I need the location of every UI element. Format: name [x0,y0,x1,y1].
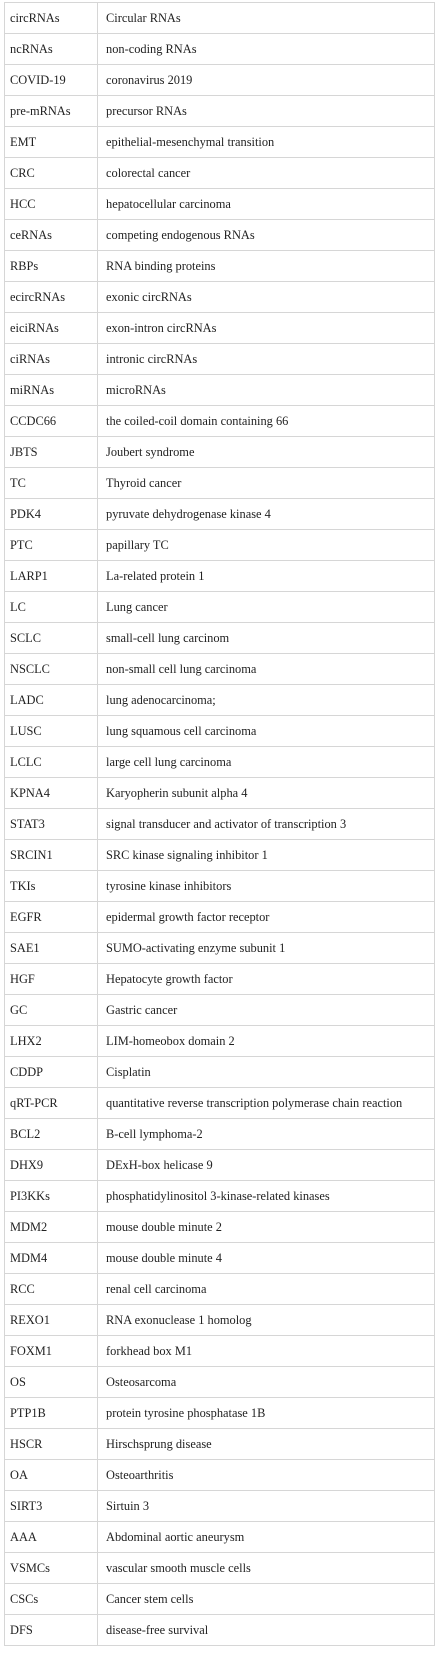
abbreviation-cell: STAT3 [5,809,98,840]
abbreviation-cell: ecircRNAs [5,282,98,313]
table-row [5,3,435,34]
definition-cell: LIM-homeobox domain 2 [98,1026,435,1057]
definition-cell: disease-free survival [98,1615,435,1646]
table-row [5,499,435,530]
abbreviation-cell: EMT [5,127,98,158]
table-row [5,716,435,747]
definition-cell: renal cell carcinoma [98,1274,435,1305]
definition-cell: lung squamous cell carcinoma [98,716,435,747]
definition-cell: Gastric cancer [98,995,435,1026]
table-row [5,220,435,251]
abbreviation-cell: pre-mRNAs [5,96,98,127]
abbreviation-cell: BCL2 [5,1119,98,1150]
table-row [5,1181,435,1212]
definition-cell: Karyopherin subunit alpha 4 [98,778,435,809]
definition-cell: B-cell lymphoma-2 [98,1119,435,1150]
table-row [5,1553,435,1584]
definition-cell: papillary TC [98,530,435,561]
definition-cell: Osteoarthritis [98,1460,435,1491]
table-row [5,468,435,499]
abbreviation-cell: ncRNAs [5,34,98,65]
abbreviation-cell: REXO1 [5,1305,98,1336]
abbreviation-cell: OS [5,1367,98,1398]
table-row [5,1026,435,1057]
abbreviation-cell: PDK4 [5,499,98,530]
table-row [5,685,435,716]
abbreviation-cell: JBTS [5,437,98,468]
definition-cell: precursor RNAs [98,96,435,127]
table-row [5,530,435,561]
definition-cell: colorectal cancer [98,158,435,189]
definition-cell: phosphatidylinositol 3-kinase-related kinases [98,1181,435,1212]
table-row [5,1150,435,1181]
abbreviation-cell: FOXM1 [5,1336,98,1367]
abbreviation-cell: TC [5,468,98,499]
table-row [5,840,435,871]
definition-cell: Lung cancer [98,592,435,623]
abbreviation-cell: qRT-PCR [5,1088,98,1119]
table-row [5,1615,435,1646]
table-row [5,1243,435,1274]
definition-cell: Sirtuin 3 [98,1491,435,1522]
definition-cell: coronavirus 2019 [98,65,435,96]
table-row [5,1429,435,1460]
definition-cell: Hepatocyte growth factor [98,964,435,995]
table-row [5,375,435,406]
abbreviation-cell: EGFR [5,902,98,933]
table-row [5,65,435,96]
abbreviation-cell: NSCLC [5,654,98,685]
abbreviation-cell: AAA [5,1522,98,1553]
table-row [5,313,435,344]
abbreviation-cell: COVID-19 [5,65,98,96]
table-row [5,406,435,437]
table-row [5,778,435,809]
table-row [5,1398,435,1429]
abbreviation-cell: SCLC [5,623,98,654]
abbreviation-cell: TKIs [5,871,98,902]
table-row [5,809,435,840]
definition-cell: small-cell lung carcinom [98,623,435,654]
abbreviation-table [4,2,435,1646]
definition-cell: epidermal growth factor receptor [98,902,435,933]
abbreviation-cell: miRNAs [5,375,98,406]
table-row [5,437,435,468]
definition-cell: Joubert syndrome [98,437,435,468]
abbreviation-cell: RCC [5,1274,98,1305]
definition-cell: non-coding RNAs [98,34,435,65]
definition-cell: non-small cell lung carcinoma [98,654,435,685]
abbreviation-cell: ciRNAs [5,344,98,375]
abbreviation-cell: RBPs [5,251,98,282]
definition-cell: Thyroid cancer [98,468,435,499]
abbreviation-cell: HCC [5,189,98,220]
table-row [5,1119,435,1150]
abbreviation-cell: SAE1 [5,933,98,964]
table-row [5,189,435,220]
table-row [5,1057,435,1088]
definition-cell: Hirschsprung disease [98,1429,435,1460]
table-row [5,1305,435,1336]
definition-cell: RNA binding proteins [98,251,435,282]
table-row [5,158,435,189]
definition-cell: vascular smooth muscle cells [98,1553,435,1584]
table-row [5,1491,435,1522]
definition-cell: Cancer stem cells [98,1584,435,1615]
abbreviation-cell: LUSC [5,716,98,747]
abbreviation-cell: eiciRNAs [5,313,98,344]
table-row [5,592,435,623]
definition-cell: mouse double minute 4 [98,1243,435,1274]
abbreviation-cell: SIRT3 [5,1491,98,1522]
definition-cell: epithelial-mesenchymal transition [98,127,435,158]
abbreviation-cell: CCDC66 [5,406,98,437]
definition-cell: microRNAs [98,375,435,406]
table-row [5,251,435,282]
definition-cell: protein tyrosine phosphatase 1B [98,1398,435,1429]
table-row [5,561,435,592]
definition-cell: SRC kinase signaling inhibitor 1 [98,840,435,871]
definition-cell: DExH-box helicase 9 [98,1150,435,1181]
abbreviation-cell: PTC [5,530,98,561]
table-row [5,127,435,158]
table-row [5,747,435,778]
abbreviation-cell: ceRNAs [5,220,98,251]
definition-cell: hepatocellular carcinoma [98,189,435,220]
abbreviation-cell: PTP1B [5,1398,98,1429]
abbreviation-cell: KPNA4 [5,778,98,809]
abbreviation-cell: OA [5,1460,98,1491]
definition-cell: Cisplatin [98,1057,435,1088]
table-row [5,654,435,685]
table-row [5,933,435,964]
abbreviation-cell: circRNAs [5,3,98,34]
abbreviation-cell: LADC [5,685,98,716]
abbreviation-cell: LHX2 [5,1026,98,1057]
definition-cell: forkhead box M1 [98,1336,435,1367]
abbreviation-cell: CRC [5,158,98,189]
table-row [5,34,435,65]
table-row [5,282,435,313]
table-row [5,1584,435,1615]
abbreviation-cell: HGF [5,964,98,995]
definition-cell: pyruvate dehydrogenase kinase 4 [98,499,435,530]
definition-cell: large cell lung carcinoma [98,747,435,778]
definition-cell: the coiled-coil domain containing 66 [98,406,435,437]
table-row [5,964,435,995]
definition-cell: SUMO-activating enzyme subunit 1 [98,933,435,964]
abbreviation-cell: PI3KKs [5,1181,98,1212]
definition-cell: quantitative reverse transcription polymerase chain reaction [98,1088,435,1119]
definition-cell: Osteosarcoma [98,1367,435,1398]
table-row [5,1367,435,1398]
abbreviation-cell: GC [5,995,98,1026]
table-row [5,1212,435,1243]
table-row [5,995,435,1026]
abbreviation-cell: DFS [5,1615,98,1646]
abbreviation-cell: SRCIN1 [5,840,98,871]
definition-cell: signal transducer and activator of transcription 3 [98,809,435,840]
table-row [5,1088,435,1119]
definition-cell: exon-intron circRNAs [98,313,435,344]
table-row [5,1522,435,1553]
table-row [5,1336,435,1367]
abbreviation-cell: CDDP [5,1057,98,1088]
abbreviation-cell: CSCs [5,1584,98,1615]
abbreviation-cell: MDM4 [5,1243,98,1274]
table-row [5,1274,435,1305]
table-row [5,96,435,127]
table-row [5,344,435,375]
abbreviation-cell: LCLC [5,747,98,778]
definition-cell: mouse double minute 2 [98,1212,435,1243]
table-row [5,871,435,902]
abbreviation-cell: VSMCs [5,1553,98,1584]
abbreviation-cell: LARP1 [5,561,98,592]
abbreviation-cell: DHX9 [5,1150,98,1181]
definition-cell: exonic circRNAs [98,282,435,313]
abbreviation-table-body [5,3,435,1646]
definition-cell: RNA exonuclease 1 homolog [98,1305,435,1336]
abbreviation-cell: HSCR [5,1429,98,1460]
table-row [5,902,435,933]
definition-cell: tyrosine kinase inhibitors [98,871,435,902]
definition-cell: Abdominal aortic aneurysm [98,1522,435,1553]
abbreviation-cell: MDM2 [5,1212,98,1243]
definition-cell: lung adenocarcinoma; [98,685,435,716]
definition-cell: competing endogenous RNAs [98,220,435,251]
table-row [5,1460,435,1491]
table-row [5,623,435,654]
abbreviation-cell: LC [5,592,98,623]
definition-cell: Circular RNAs [98,3,435,34]
definition-cell: intronic circRNAs [98,344,435,375]
definition-cell: La-related protein 1 [98,561,435,592]
